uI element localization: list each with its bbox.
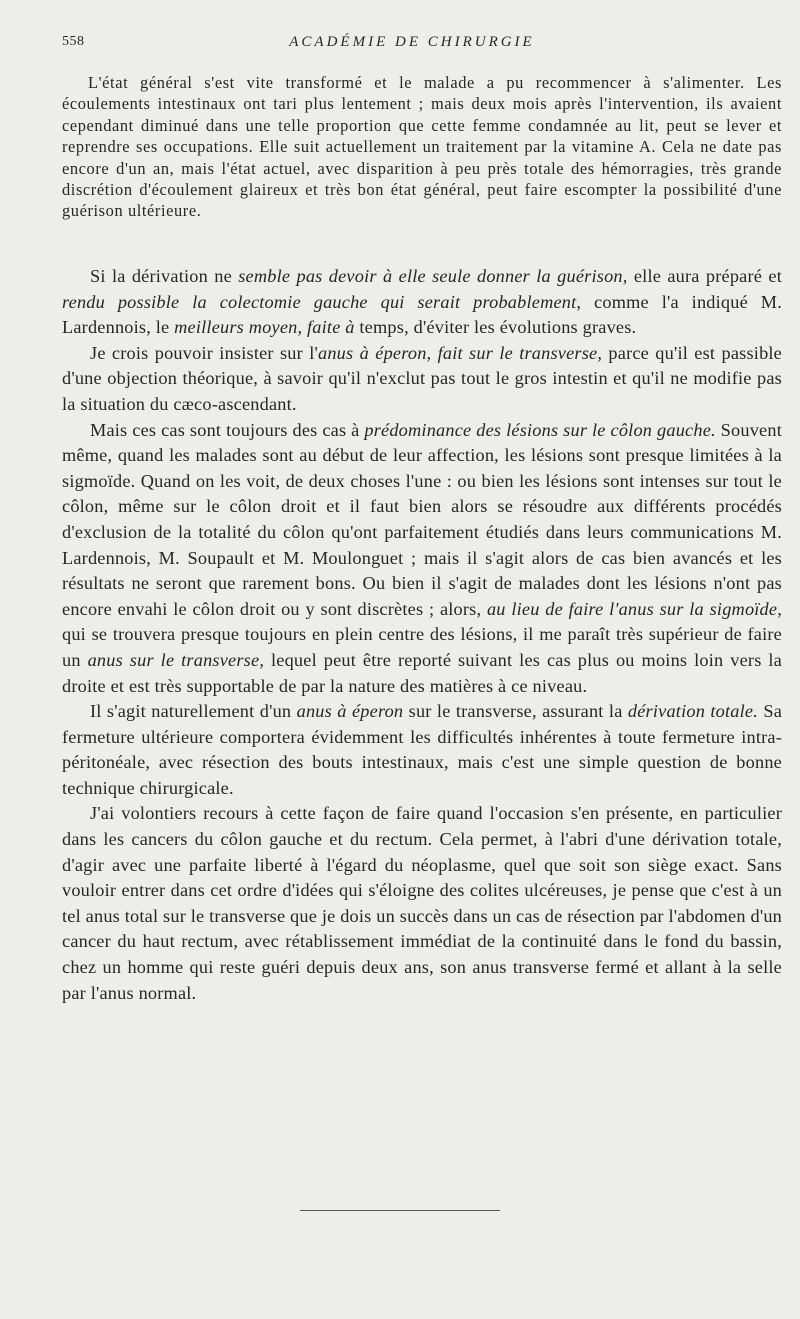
italic-run: prédominance des lésions sur le côlon gauche.	[364, 419, 716, 440]
page-header	[62, 34, 762, 56]
italic-run: rendu possible la colectomie gauche qui serait probablement	[62, 291, 577, 312]
italic-run: anus à éperon	[296, 701, 404, 722]
paragraph-2	[62, 341, 782, 418]
text-run: Mais ces cas sont toujours des cas à	[90, 419, 365, 440]
text-run: Sa fermeture ultérieure comportera évidemment les difficultés inhérentes à toute fermeture intra-péritonéale, avec résection des bouts intestinaux, mais c'est une simple question de bonne technique chirurgicale.	[62, 701, 783, 798]
paragraph-3	[62, 418, 782, 700]
end-rule	[300, 1210, 500, 1211]
italic-run: au lieu de faire l'anus sur la sigmoïde,	[486, 598, 782, 619]
italic-run: anus sur le transverse,	[87, 649, 265, 670]
text-run: lequel peut être reporté suivant les cas plus ou moins loin vers la droite et est très supportable de par la nature des matières à ce niveau.	[62, 649, 782, 696]
italic-run: meilleurs moyen, faite à	[174, 317, 355, 338]
italic-run: semble pas devoir à elle seule donner la guérison,	[238, 266, 628, 286]
text-run: Il s'agit naturellement d'un	[90, 701, 297, 722]
paragraph-4	[62, 699, 782, 801]
text-run: Je crois pouvoir insister sur l'	[90, 342, 318, 363]
text-run: temps, d'éviter les évolutions graves.	[354, 317, 637, 338]
text-run: elle aura préparé et	[627, 266, 782, 286]
text-run: qui se trouvera presque toujours en plein centre des lésions, il me paraît très supérieur de faire un	[62, 624, 782, 670]
italic-run: anus à éperon, fait sur le transverse,	[318, 342, 603, 363]
text-run: Souvent même, quand les malades sont au début de leur affection, les lésions sont presque limitées à la sigmoïde. Quand on les voit, de deux choses l'une : ou bien les lésions sont intenses sur tout le côlon, même sur le côlon droit et il faut bien alors se résoudre aux différents procédés d'exclusion de la totalité du côlon qu'ont parfaitement étudiés dans leurs communications M. Lardennois, M. Soupault et M. Moulonguet ; mais il s'agit alors de cas bien avancés et les résultats ne seront que rarement bons. Ou bien il s'agit de malades dont les lésions n'ont pas encore envahi le côlon droit ou y sont discrètes ; alors,	[62, 419, 782, 619]
italic-run: dérivation totale.	[627, 701, 758, 722]
main-text-block	[62, 264, 782, 1006]
paragraph-1	[62, 264, 782, 341]
text-run: sur le transverse, assurant la	[403, 701, 628, 722]
intro-paragraph: L'état général s'est vite transformé et le malade a pu recommencer à s'alimenter. Les écoulements intestinaux ont tari plus lentement ; mais deux mois après l'intervention, ils avaient cependant diminué dans une telle proportion que cette femme condamnée au lit, peut se lever et reprendre ses occupations. Elle suit actuellement un traitement par la vitamine A. Cela ne date pas encore d'un an, mais l'état actuel, avec disparition à peu près totale des hémorragies, très grande discrétion d'écoulement glaireux et très bon état général, peut faire escompter la possibilité d'une guérison ultérieure.	[62, 73, 782, 221]
intro-text-block	[62, 72, 782, 222]
page-number: 558	[62, 34, 85, 49]
text-run: Si la dérivation ne	[90, 266, 239, 286]
text-run: parce qu'il est passible d'une objection théorique, à savoir qu'il n'exclut pas tout le gros intestin et qu'il ne modifie pas la situation du cæco-ascendant.	[62, 342, 782, 414]
running-title: ACADÉMIE DE CHIRURGIE	[289, 34, 535, 50]
paragraph-5: J'ai volontiers recours à cette façon de faire quand l'occasion s'en présente, en particulier dans les cancers du côlon gauche et du rectum. Cela permet, à l'abri d'une dérivation totale, d'agir avec une parfaite liberté à l'égard du néoplasme, quel que soit son siège exact. Sans vouloir entrer dans cet ordre d'idées qui s'éloigne des colites ulcéreuses, je pense que c'est à un tel anus total sur le transverse que je dois un succès dans un cas de résection par l'abdomen d'un cancer du haut rectum, avec rétablissement immédiat de la continuité dans le fond du bassin, chez un homme qui reste guéri depuis deux ans, son anus transverse fermé et allant à la selle par l'anus normal.	[62, 803, 782, 1003]
text-run: , comme l'a indiqué M. Lardennois, le	[62, 291, 782, 338]
